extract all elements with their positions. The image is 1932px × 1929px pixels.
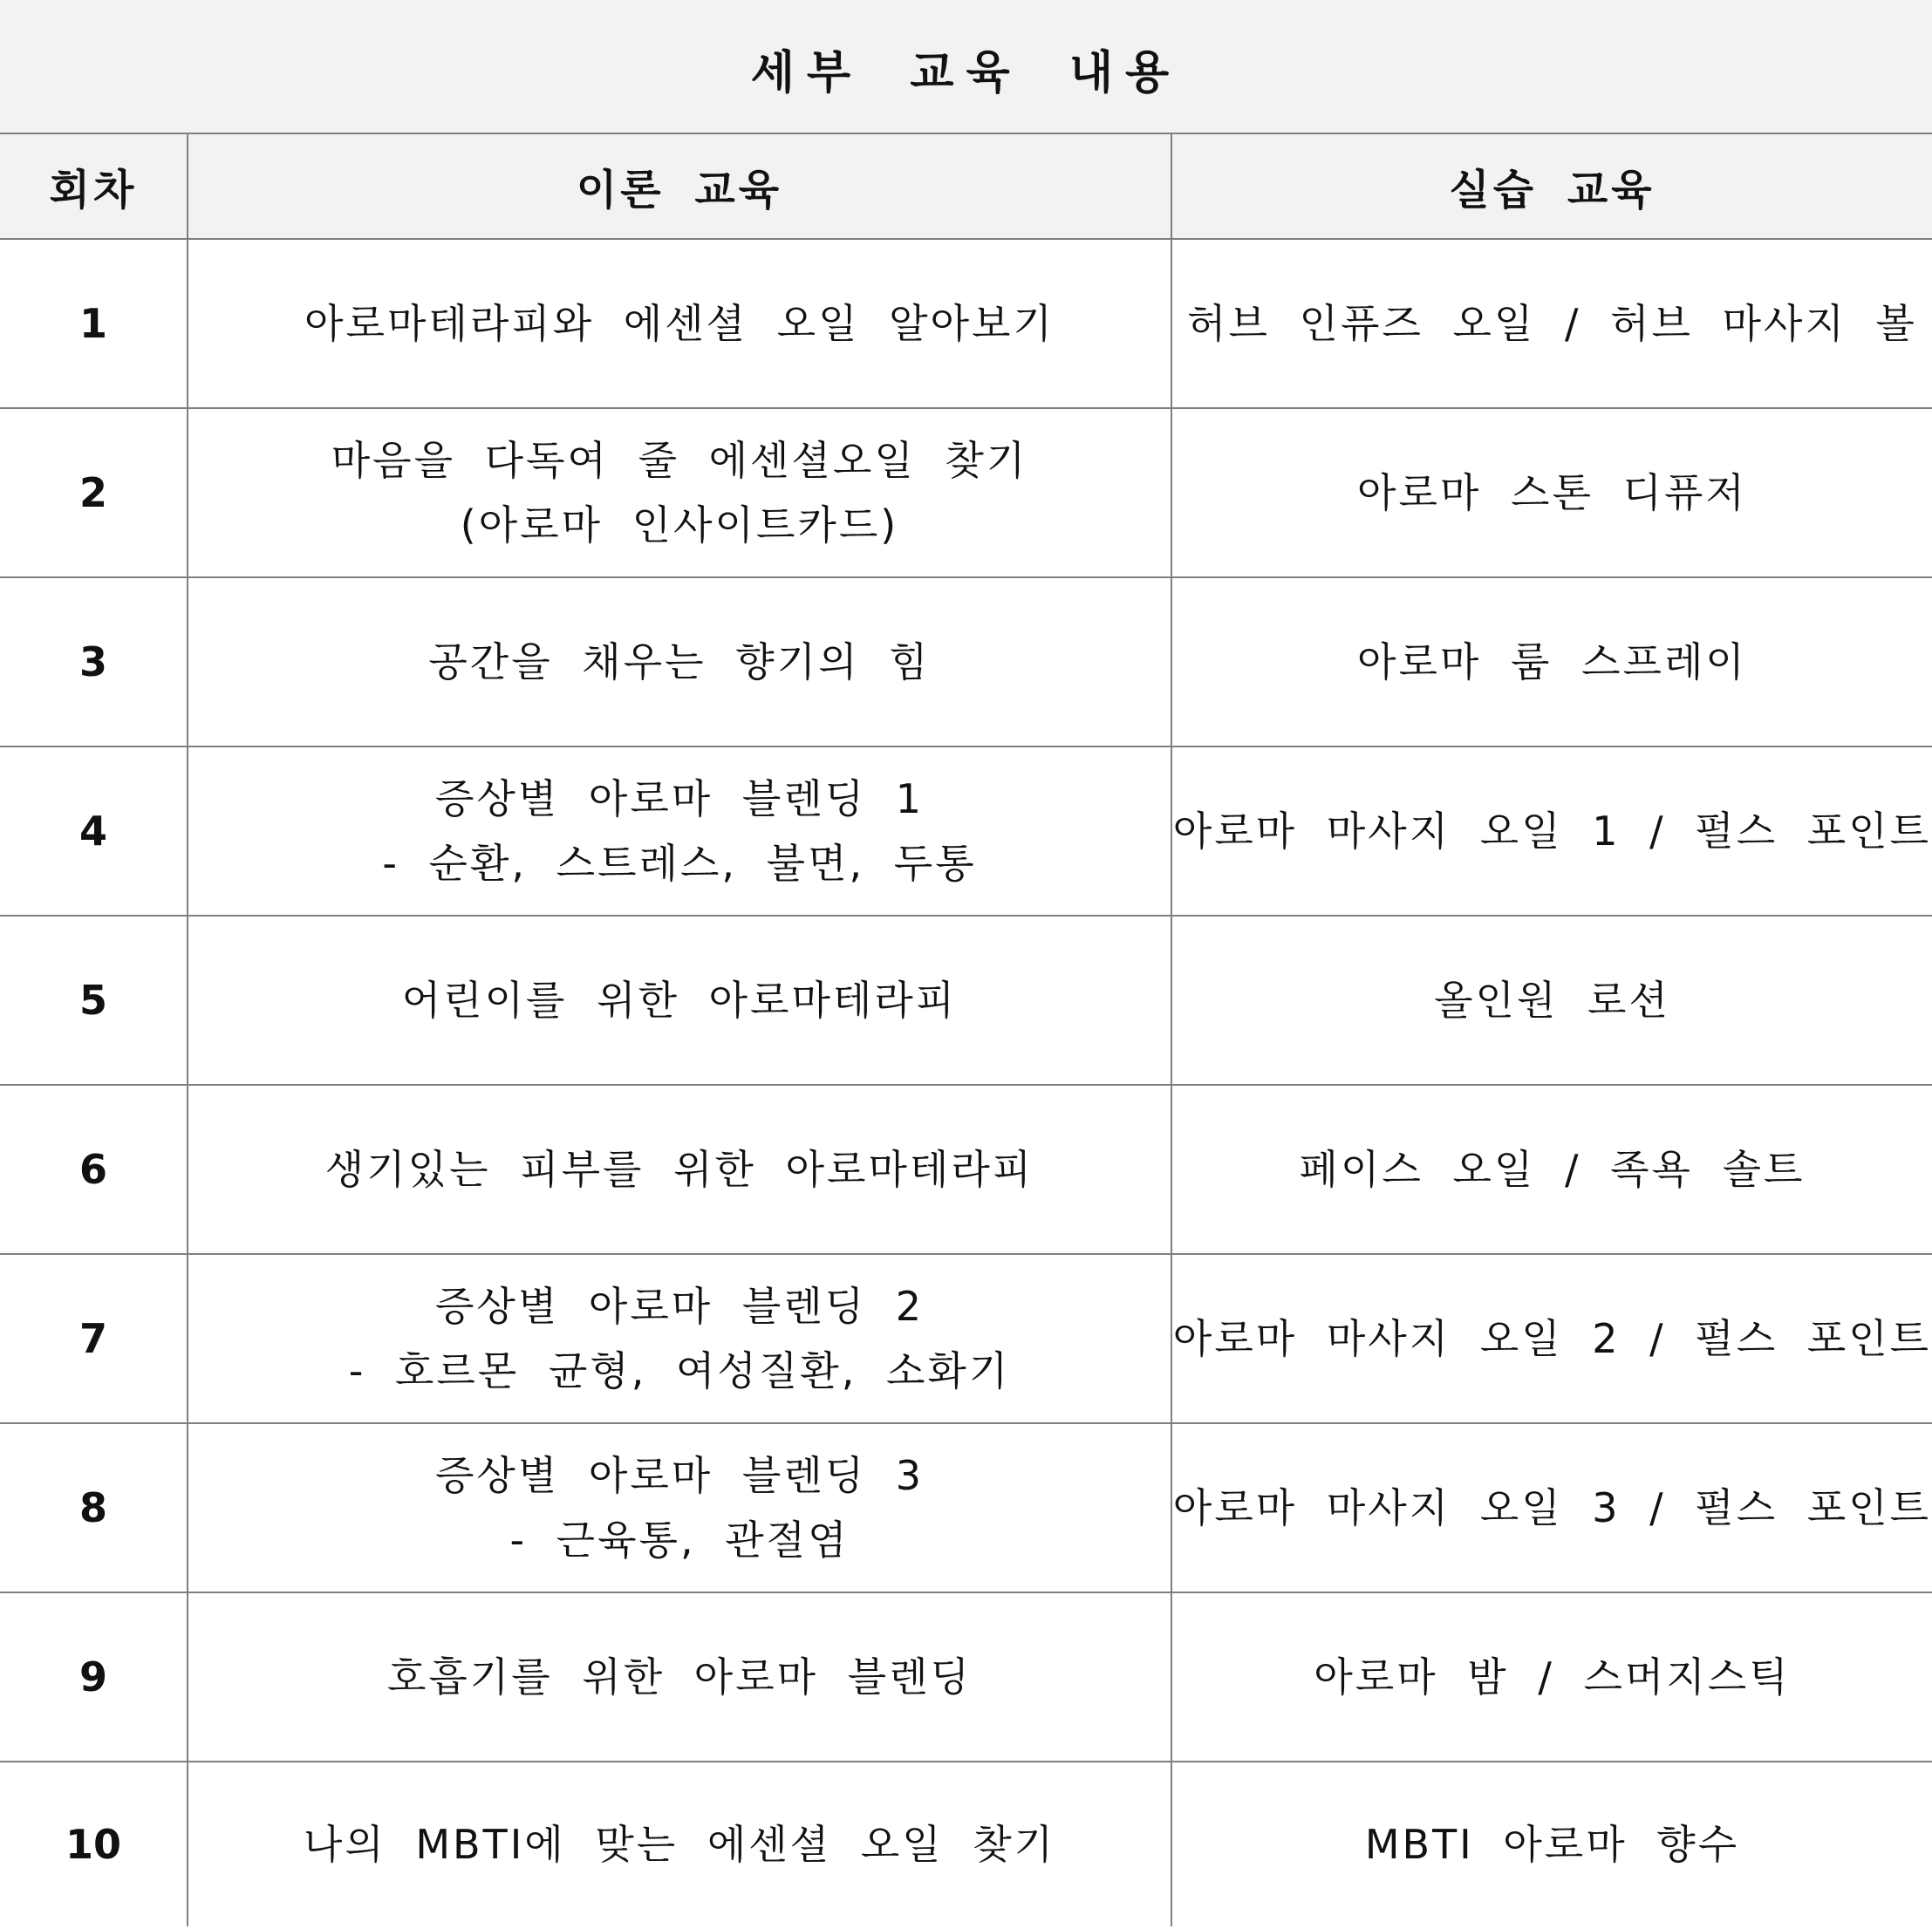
- table-row: [0, 408, 1932, 577]
- header-row: [0, 134, 1932, 239]
- theory-line: (아로마 인사이트카드): [460, 501, 899, 549]
- table-row: [0, 239, 1932, 408]
- round-cell: 6: [0, 1085, 188, 1254]
- theory-cell: [188, 1423, 1171, 1592]
- practice-cell: 아로마 마사지 오일 3 / 펄스 포인트: [1171, 1423, 1932, 1592]
- theory-line: 증상별 아로마 블렌딩 1: [434, 775, 925, 822]
- theory-line: 증상별 아로마 블렌딩 2: [434, 1283, 925, 1330]
- table-row: [0, 577, 1932, 746]
- practice-cell: 아로마 밤 / 스머지스틱: [1171, 1592, 1932, 1762]
- practice-cell: MBTI 아로마 향수: [1171, 1762, 1932, 1926]
- session-rows: [0, 239, 1932, 1926]
- header-theory: 이론 교육: [188, 134, 1171, 239]
- theory-line: 마음을 다독여 줄 에센셜오일 찾기: [331, 437, 1028, 484]
- page-title: 세부 교육 내용: [750, 46, 1182, 99]
- theory-line: 생기있는 피부를 위한 아로마테라피: [324, 1146, 1034, 1193]
- table-row: [0, 1592, 1932, 1762]
- practice-cell: 아로마 마사지 오일 1 / 펄스 포인트: [1171, 746, 1932, 916]
- table-row: [0, 1254, 1932, 1423]
- title-bar: [0, 0, 1932, 134]
- practice-cell: 허브 인퓨즈 오일 / 허브 마사지 볼: [1171, 239, 1932, 408]
- round-cell: 9: [0, 1592, 188, 1762]
- header-round: 회차: [0, 134, 188, 239]
- theory-cell: [188, 408, 1171, 577]
- theory-cell: [188, 746, 1171, 916]
- theory-cell: [188, 1254, 1171, 1423]
- theory-line: 호흡기를 위한 아로마 블렌딩: [386, 1653, 973, 1701]
- round-cell: 4: [0, 746, 188, 916]
- curriculum-table: [0, 134, 1932, 1926]
- theory-line: 증상별 아로마 블렌딩 3: [434, 1452, 925, 1499]
- table-row: [0, 1762, 1932, 1926]
- table-row: [0, 1085, 1932, 1254]
- practice-cell: 아로마 스톤 디퓨저: [1171, 408, 1932, 577]
- theory-line: - 순환, 스트레스, 불면, 두통: [382, 840, 977, 887]
- theory-line: 어린이를 위한 아로마테라피: [401, 977, 958, 1024]
- theory-line: - 호르몬 균형, 여성질환, 소화기: [348, 1347, 1011, 1394]
- theory-line: - 근육통, 관절염: [509, 1517, 850, 1564]
- table-row: [0, 746, 1932, 916]
- table-row: [0, 1423, 1932, 1592]
- theory-cell: [188, 1592, 1171, 1762]
- round-cell: 3: [0, 577, 188, 746]
- header-practice: 실습 교육: [1171, 134, 1932, 239]
- theory-cell: [188, 239, 1171, 408]
- round-cell: 1: [0, 239, 188, 408]
- theory-line: 아로마테라피와 에센셜 오일 알아보기: [304, 300, 1055, 347]
- round-cell: 10: [0, 1762, 188, 1926]
- theory-cell: [188, 916, 1171, 1085]
- practice-cell: 아로마 룸 스프레이: [1171, 577, 1932, 746]
- practice-cell: 올인원 로션: [1171, 916, 1932, 1085]
- theory-cell: [188, 577, 1171, 746]
- round-cell: 2: [0, 408, 188, 577]
- round-cell: 5: [0, 916, 188, 1085]
- round-cell: 8: [0, 1423, 188, 1592]
- practice-cell: 아로마 마사지 오일 2 / 펄스 포인트: [1171, 1254, 1932, 1423]
- table-row: [0, 916, 1932, 1085]
- round-cell: 7: [0, 1254, 188, 1423]
- theory-line: 공간을 채우는 향기의 힘: [428, 638, 931, 685]
- practice-cell: 페이스 오일 / 족욕 솔트: [1171, 1085, 1932, 1254]
- theory-cell: [188, 1085, 1171, 1254]
- theory-cell: [188, 1762, 1171, 1926]
- theory-line: 나의 MBTI에 맞는 에센셜 오일 찾기: [303, 1821, 1056, 1868]
